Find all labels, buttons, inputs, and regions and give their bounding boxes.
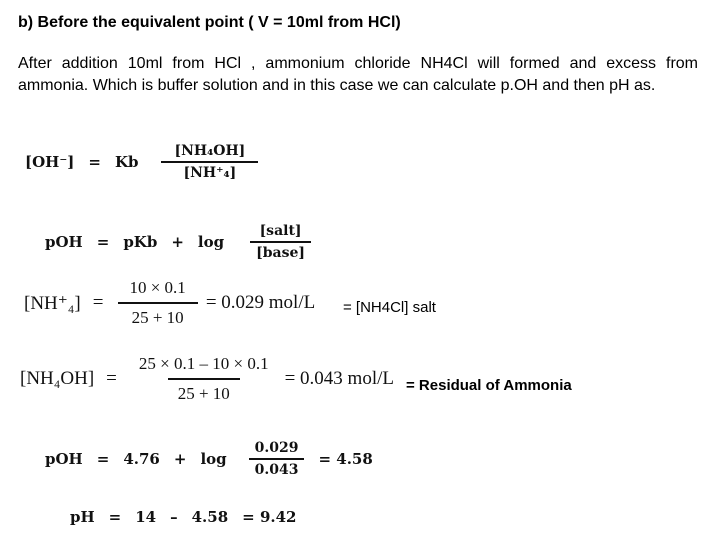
- equation-hydroxide: [25, 143, 267, 181]
- eq3-equals: =: [92, 292, 104, 313]
- eq1-fraction: [152, 143, 267, 181]
- eq5-equals: =: [96, 450, 110, 468]
- eq2-plus: +: [171, 233, 184, 251]
- eq5-result: = 4.58: [318, 450, 373, 468]
- eq6-result: = 9.42: [242, 508, 297, 526]
- eq2-log: log: [197, 233, 225, 251]
- eq3-denominator: 25 + 10: [118, 302, 198, 328]
- eq5-lhs: pOH: [45, 450, 83, 468]
- eq5-plus: +: [173, 450, 187, 468]
- eq3-result: = 0.029 mol/L: [205, 292, 316, 313]
- eq1-kb: Kb: [114, 153, 139, 171]
- eq2-denominator: [base]: [250, 241, 311, 261]
- eq3-fraction: [115, 278, 199, 328]
- eq1-equals: =: [88, 153, 101, 171]
- eq5-fraction: [249, 440, 305, 478]
- eq6-minus: –: [170, 508, 178, 526]
- explanation-paragraph: After addition 10ml from HCl , ammonium chloride NH4Cl will formed and excess from ammonia. Which is buffer solution and in this case we can calculate p.OH and then pH as.: [18, 55, 698, 94]
- eq1-lhs: [OH⁻]: [25, 153, 75, 171]
- section-heading: b) Before the equivalent point ( V = 10ml from HCl): [18, 14, 401, 31]
- equation-poh-formula: [45, 223, 311, 261]
- eq3-lhs: [NH⁺₄]: [24, 292, 81, 314]
- equation-poh-value: [45, 440, 373, 478]
- eq3-numerator: 10 × 0.1: [129, 278, 186, 297]
- eq4-fraction: [129, 354, 279, 404]
- eq4-equals: =: [106, 368, 117, 389]
- eq5-numerator: 0.029: [254, 440, 299, 456]
- eq4-denominator: 25 + 10: [168, 378, 240, 404]
- eq6-equals: =: [108, 508, 122, 526]
- eq6-a: 14: [135, 508, 157, 526]
- eq2-fraction: [250, 223, 311, 261]
- eq2-numerator: [salt]: [259, 223, 302, 239]
- eq2-equals: =: [96, 233, 110, 251]
- eq3-note: = [NH4Cl] salt: [343, 299, 436, 316]
- eq4-lhs: [NH₄OH]: [20, 368, 95, 389]
- eq2-pkb: pKb: [123, 233, 158, 251]
- eq2-lhs: pOH: [45, 233, 83, 251]
- eq6-b: 4.58: [191, 508, 229, 526]
- eq4-numerator: 25 × 0.1 – 10 × 0.1: [138, 354, 269, 373]
- eq1-denominator: [NH⁺₄]: [161, 161, 258, 181]
- equation-ammonium-conc: [24, 278, 315, 328]
- eq1-numerator: [NH₄OH]: [174, 143, 246, 159]
- equation-ph-value: [70, 508, 297, 526]
- eq5-denominator: 0.043: [249, 458, 305, 478]
- eq6-lhs: pH: [70, 508, 95, 526]
- eq5-value: 4.76: [123, 450, 160, 468]
- eq4-result: = 0.043 mol/L: [284, 368, 394, 389]
- equation-ammonia-conc: [20, 354, 394, 404]
- eq4-note: = Residual of Ammonia: [406, 377, 572, 394]
- eq5-log: log: [200, 450, 227, 468]
